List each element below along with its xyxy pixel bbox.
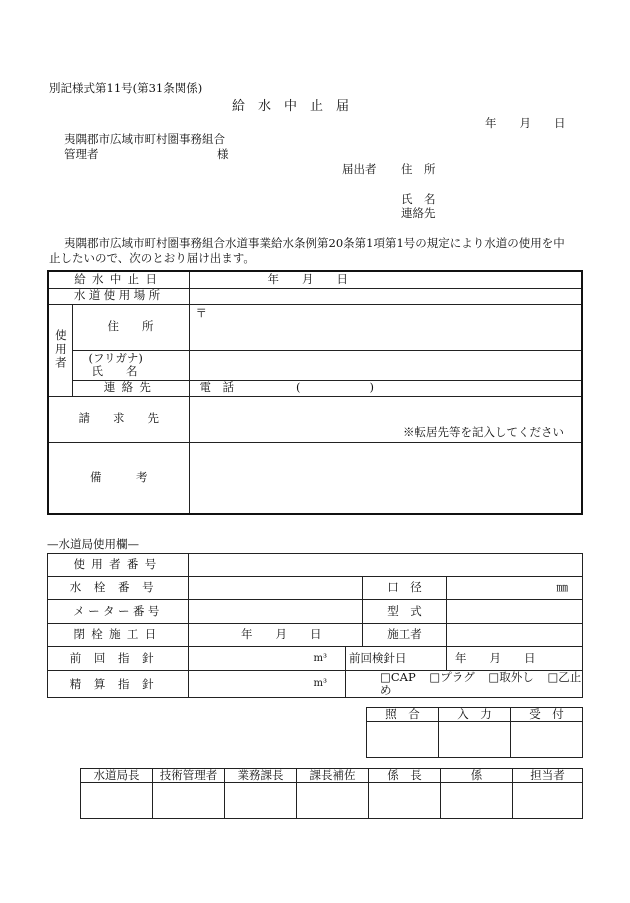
remarks-label: 備 考 <box>48 442 189 514</box>
check-stamp-input[interactable] <box>439 722 511 758</box>
remarks-field[interactable] <box>189 442 582 514</box>
statement-line2: 止したいので、次のとおり届け出ます。 <box>49 251 255 265</box>
addressee-honorific: 様 <box>217 147 229 161</box>
approval-header-deputy-chief: 課長補佐 <box>297 769 369 783</box>
contact-label: 連絡先 <box>72 380 189 396</box>
approval-header-section-head: 係 長 <box>369 769 441 783</box>
prev-reading-field[interactable] <box>189 647 346 671</box>
final-reading-unit: m³ <box>313 678 327 690</box>
prev-reading-date-field[interactable] <box>447 647 583 671</box>
meter-number-field[interactable] <box>189 600 363 624</box>
user-label: 使用者 <box>48 304 72 396</box>
location-label: 水道使用場所 <box>48 288 189 304</box>
statement-line1: 夷隅郡市広域市町村圏事務組合水道事業給水条例第20条第1項第1号の規定により水道の使用を中 <box>64 236 565 250</box>
form-number: 別記様式第11号(第31条関係) <box>49 81 203 95</box>
prev-reading-date-value: 年 月 日 <box>455 650 536 665</box>
closure-option-remove[interactable]: □取外し <box>488 670 534 684</box>
approval-stamp-section-head[interactable] <box>369 783 441 819</box>
location-field[interactable] <box>189 288 582 304</box>
model-label: 型 式 <box>363 600 447 624</box>
approval-stamp-deputy-chief[interactable] <box>297 783 369 819</box>
approval-header-staff: 担当者 <box>513 769 583 783</box>
address-label: 住 所 <box>72 304 189 350</box>
closing-date-field[interactable] <box>189 624 363 647</box>
contractor-field[interactable] <box>447 624 583 647</box>
name-field[interactable] <box>189 350 582 380</box>
closure-option-plug[interactable]: □プラグ <box>429 670 475 684</box>
notifier-address-label: 住 所 <box>401 162 436 176</box>
check-header-verify: 照 合 <box>367 708 439 722</box>
check-table <box>366 707 583 758</box>
tap-number-label: 水栓番号 <box>48 577 189 600</box>
billing-note: ※転居先等を記入してください <box>403 425 564 440</box>
addressee-role: 管理者 <box>64 147 99 161</box>
closing-date-value: 年 月 日 <box>241 627 322 642</box>
approval-stamp-ops-chief[interactable] <box>225 783 297 819</box>
billing-label: 請 求 先 <box>48 396 189 442</box>
notifier-contact-label: 連絡先 <box>401 206 436 220</box>
approval-stamp-section[interactable] <box>441 783 513 819</box>
phone-parens: ( ) <box>296 380 374 395</box>
approval-table <box>80 768 583 819</box>
check-stamp-verify[interactable] <box>367 722 439 758</box>
prev-reading-date-label: 前回検針日 <box>346 647 447 671</box>
final-reading-label: 精算指針 <box>48 671 189 698</box>
approval-header-ops-chief: 業務課長 <box>225 769 297 783</box>
notifier-name-label: 氏 名 <box>401 192 436 206</box>
stop-date-field[interactable] <box>189 271 582 288</box>
approval-stamp-staff[interactable] <box>513 783 583 819</box>
form-title: 給 水 中 止 届 <box>232 99 350 114</box>
office-section-label: —水道局使用欄— <box>47 537 139 551</box>
furigana-label: (フリガナ) <box>88 350 143 365</box>
diameter-field[interactable] <box>447 577 583 600</box>
address-field[interactable] <box>189 304 582 350</box>
phone-field[interactable] <box>189 380 582 396</box>
check-header-receipt: 受 付 <box>511 708 583 722</box>
prev-reading-unit: m³ <box>313 652 327 664</box>
postal-mark: 〒 <box>195 305 207 320</box>
closing-date-label: 閉栓施工日 <box>48 624 189 647</box>
name-label: 氏 名 <box>91 364 138 378</box>
notification-table <box>47 270 583 515</box>
name-label-cell <box>72 350 189 380</box>
user-number-field[interactable] <box>189 554 583 577</box>
billing-field[interactable] <box>189 396 582 442</box>
diameter-label: 口 径 <box>363 577 447 600</box>
final-reading-field[interactable] <box>189 671 346 698</box>
approval-header-director: 水道局長 <box>81 769 153 783</box>
stop-date-label: 給水中止日 <box>48 271 189 288</box>
approval-stamp-director[interactable] <box>81 783 153 819</box>
submission-date[interactable]: 年 月 日 <box>485 116 566 130</box>
prev-reading-label: 前回指針 <box>48 647 189 671</box>
diameter-unit: ㎜ <box>556 580 568 595</box>
closure-options <box>346 671 583 698</box>
approval-header-section: 係 <box>441 769 513 783</box>
check-stamp-receipt[interactable] <box>511 722 583 758</box>
contractor-label: 施工者 <box>363 624 447 647</box>
closure-option-otsudome[interactable]: □乙止め <box>380 670 582 698</box>
user-number-label: 使用者番号 <box>48 554 189 577</box>
closure-option-cap[interactable]: □CAP <box>380 670 416 684</box>
addressee-org: 夷隅郡市広域市町村圏事務組合 <box>64 132 225 146</box>
office-table <box>47 553 583 698</box>
tap-number-field[interactable] <box>189 577 363 600</box>
phone-label: 電 話 <box>199 380 234 395</box>
stop-date-value: 年 月 日 <box>267 272 348 287</box>
approval-stamp-tech-manager[interactable] <box>153 783 225 819</box>
notifier-label: 届出者 <box>342 162 377 176</box>
check-header-input: 入 力 <box>439 708 511 722</box>
approval-header-tech-manager: 技術管理者 <box>153 769 225 783</box>
model-field[interactable] <box>447 600 583 624</box>
meter-number-label: メーター番号 <box>48 600 189 624</box>
